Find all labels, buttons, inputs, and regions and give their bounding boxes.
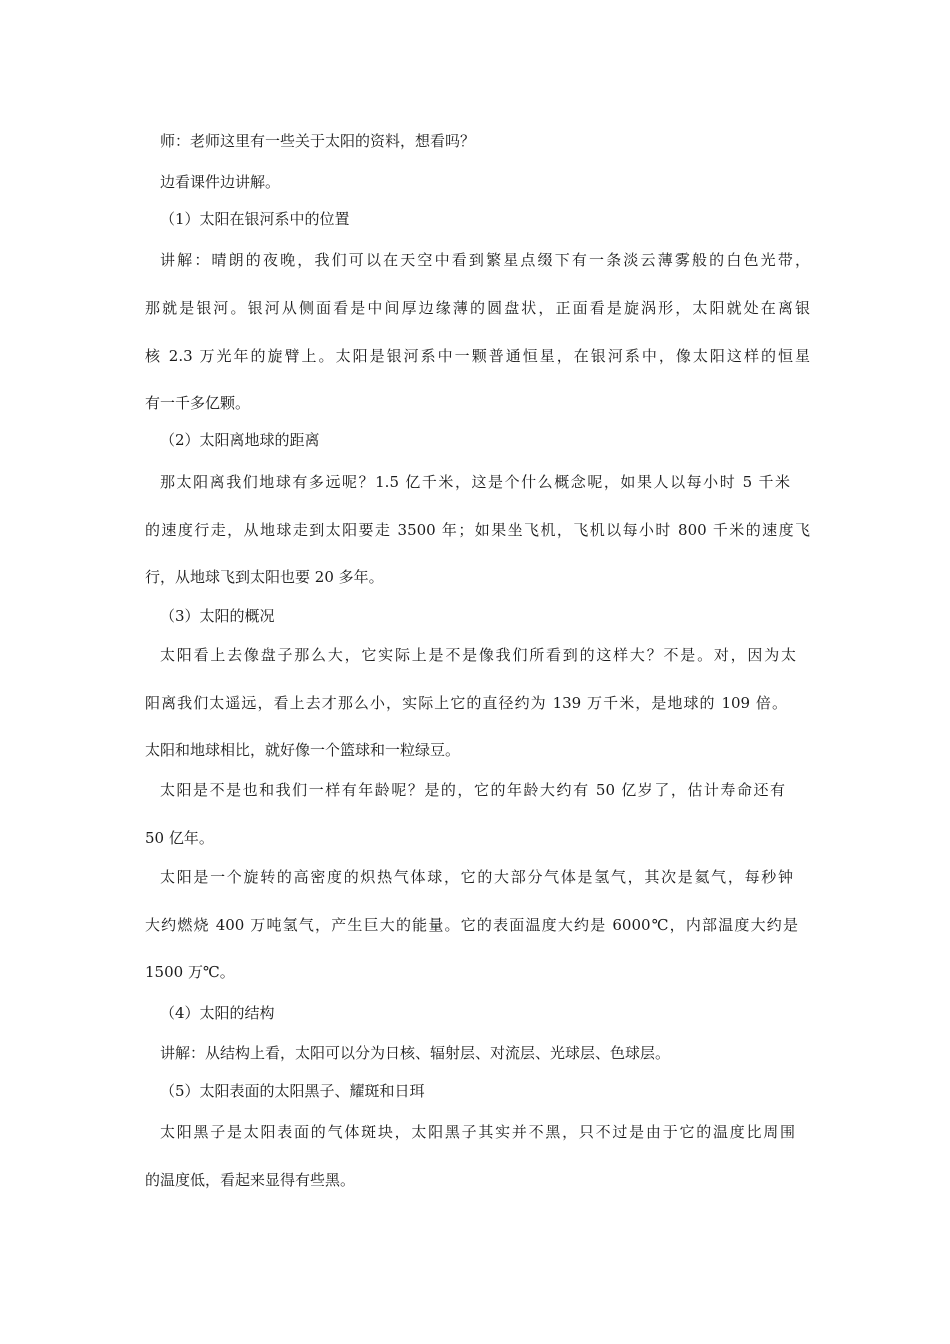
section-heading: （2）太阳离地球的距离 <box>160 431 320 449</box>
text-line: 那就是银河。银河从侧面看是中间厚边缘薄的圆盘状，正面看是旋涡形，太阳就处在离银 <box>145 299 810 317</box>
text-line: 师：老师这里有一些关于太阳的资料，想看吗？ <box>160 132 476 150</box>
text-line: 太阳和地球相比，就好像一个篮球和一粒绿豆。 <box>145 741 461 759</box>
text-line: 50 亿年。 <box>145 829 214 847</box>
section-heading: （5）太阳表面的太阳黑子、耀斑和日珥 <box>160 1082 425 1100</box>
text-line: 的速度行走，从地球走到太阳要走 3500 年；如果坐飞机，飞机以每小时 800 千米的速度飞 <box>145 521 810 539</box>
text-line: 行，从地球飞到太阳也要 20 多年。 <box>145 568 384 586</box>
section-heading: （4）太阳的结构 <box>160 1004 275 1022</box>
text-line: 讲解：晴朗的夜晚，我们可以在天空中看到繁星点缀下有一条淡云薄雾般的白色光带， <box>160 251 810 269</box>
text-line: 太阳是一个旋转的高密度的炽热气体球，它的大部分气体是氢气，其次是氦气，每秒钟 <box>160 868 793 886</box>
text-line: 太阳看上去像盘子那么大，它实际上是不是像我们所看到的这样大？不是。对，因为太 <box>160 646 796 664</box>
text-line: 核 2.3 万光年的旋臂上。太阳是银河系中一颗普通恒星，在银河系中，像太阳这样的恒星 <box>145 347 810 365</box>
section-heading: （3）太阳的概况 <box>160 607 275 625</box>
section-heading: （1）太阳在银河系中的位置 <box>160 210 350 228</box>
text-line: 有一千多亿颗。 <box>145 394 251 412</box>
text-line: 边看课件边讲解。 <box>160 173 281 191</box>
text-line: 那太阳离我们地球有多远呢？1.5 亿千米，这是个什么概念呢，如果人以每小时 5 千米 <box>160 473 790 491</box>
text-line: 大约燃烧 400 万吨氢气，产生巨大的能量。它的表面温度大约是 6000℃，内部温度大约是 <box>145 916 798 934</box>
text-line: 太阳是不是也和我们一样有年龄呢？是的，它的年龄大约有 50 亿岁了，估计寿命还有 <box>160 781 785 799</box>
text-line: 的温度低，看起来显得有些黑。 <box>145 1171 356 1189</box>
text-line: 1500 万℃。 <box>145 963 235 981</box>
text-line: 阳离我们太遥远，看上去才那么小，实际上它的直径约为 139 万千米，是地球的 109 倍。 <box>145 694 787 712</box>
text-line: 太阳黑子是太阳表面的气体斑块，太阳黑子其实并不黑，只不过是由于它的温度比周围 <box>160 1123 795 1141</box>
text-line: 讲解：从结构上看，太阳可以分为日核、辐射层、对流层、光球层、色球层。 <box>160 1044 671 1062</box>
